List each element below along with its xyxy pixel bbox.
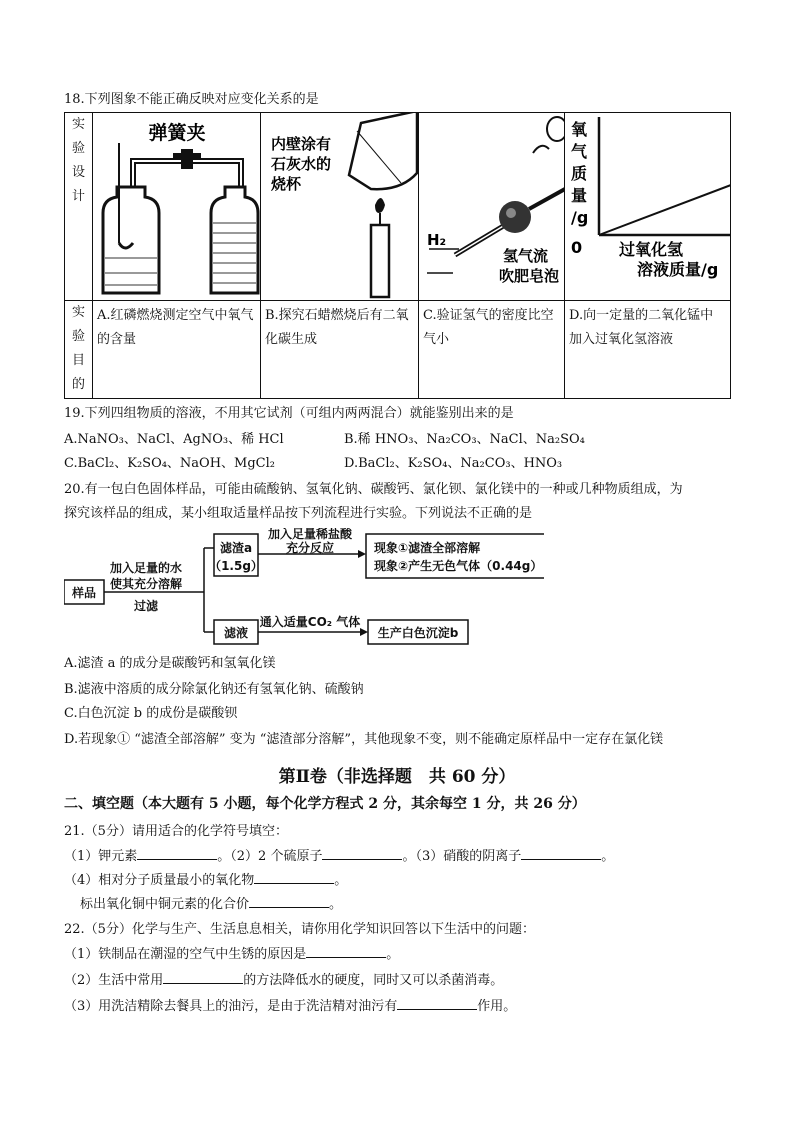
image-d-oxygen-graph bbox=[565, 113, 731, 301]
label-hydrogen-1: 氢气流 bbox=[503, 247, 549, 265]
q21-end: 。 bbox=[601, 849, 615, 864]
purpose-b: B.探究石蜡燃烧后有二氧化碳生成 bbox=[261, 301, 419, 399]
label-beaker-3: 烧杯 bbox=[271, 175, 302, 193]
q22-p2a: （2）生活中常用 bbox=[64, 973, 164, 988]
q20-option-a: A.滤渣 a 的成分是碳酸钙和氢氧化镁 bbox=[64, 656, 276, 671]
answer-blank[interactable] bbox=[322, 846, 402, 860]
q19-option-c: C.BaCl₂、K₂SO₄、NaOH、MgCl₂ bbox=[64, 456, 276, 471]
label-h2: H₂ bbox=[427, 231, 447, 249]
section2-heading: 二、填空题（本大题有 5 小题，每个化学方程式 2 分，其余每空 1 分，共 26 分） bbox=[64, 796, 586, 812]
label-y-1: 氧 bbox=[571, 120, 588, 139]
q19-option-d: D.BaCl₂、K₂SO₄、Na₂CO₃、HNO₃ bbox=[344, 456, 563, 471]
label-x-1: 过氧化氢 bbox=[619, 240, 684, 259]
answer-blank[interactable] bbox=[249, 894, 329, 908]
q22-p3b: 作用。 bbox=[477, 999, 517, 1014]
q18-experiment-table bbox=[64, 112, 731, 399]
flow-co2: 通入适量CO₂ 气体 bbox=[259, 615, 361, 629]
q19-option-a: A.NaNO₃、NaCl、AgNO₃、稀 HCl bbox=[64, 432, 284, 447]
q19-stem: 19.下列四组物质的溶液，不用其它试剂（可组内两两混合）就能鉴别出来的是 bbox=[64, 406, 514, 421]
answer-blank[interactable] bbox=[137, 846, 217, 860]
row-header-design: 实 验 设 计 bbox=[65, 113, 93, 301]
q19-options-row1 bbox=[64, 430, 744, 450]
q21-p1b: 。（2）2 个硫原子 bbox=[217, 849, 323, 864]
q20-stem-line1: 20.有一包白色固体样品，可能由硫酸钠、氢氧化钠、碳酸钙、氯化钡、氯化镁中的一种或几种物质组成，为 bbox=[64, 482, 683, 497]
answer-blank[interactable] bbox=[163, 970, 243, 984]
q21-stem: 21.（5分）请用适合的化学符号填空： bbox=[64, 824, 288, 839]
image-c-hydrogen-bubble bbox=[419, 113, 565, 301]
label-beaker-2: 石灰水的 bbox=[271, 155, 332, 173]
label-zero: 0 bbox=[571, 238, 583, 257]
flow-residue: 滤渣a bbox=[219, 541, 253, 555]
label-y-4: 量 bbox=[571, 186, 588, 205]
q22-row2 bbox=[64, 970, 503, 991]
q22-row1: （1）铁制品在潮湿的空气中生锈的原因是 。 bbox=[64, 944, 399, 965]
answer-blank[interactable] bbox=[306, 944, 386, 958]
purpose-d: D.向一定量的二氧化锰中加入过氧化氢溶液 bbox=[565, 301, 731, 399]
image-b-candle-beaker bbox=[261, 113, 419, 301]
flow-filtrate: 滤液 bbox=[223, 626, 249, 640]
answer-blank[interactable] bbox=[254, 870, 334, 884]
section2-title: 第Ⅱ卷（非选择题 共 60 分） bbox=[278, 767, 516, 787]
flow-phenomenon2: 现象②产生无色气体（0.44g） bbox=[374, 559, 543, 573]
row-header-purpose: 实 验 目 的 bbox=[65, 301, 93, 399]
purpose-a: A.红磷燃烧测定空气中氧气的含量 bbox=[93, 301, 261, 399]
label-clamp: 弹簧夹 bbox=[148, 122, 206, 144]
q21-p4: （4）相对分子质量最小的氧化物 bbox=[64, 873, 255, 888]
label-y-2: 气 bbox=[571, 142, 588, 161]
label-beaker-1: 内壁涂有 bbox=[271, 135, 332, 153]
q22-p1: （1）铁制品在潮湿的空气中生锈的原因是 bbox=[64, 947, 307, 962]
flow-step1-bot: 过滤 bbox=[133, 599, 159, 613]
q20-flowchart bbox=[64, 528, 544, 652]
flow-sample: 样品 bbox=[71, 586, 97, 600]
flow-phenomenon1: 现象①滤渣全部溶解 bbox=[374, 541, 481, 555]
q21-row1 bbox=[64, 846, 614, 867]
q21-row3: 标出氧化铜中铜元素的化合价 。 bbox=[80, 894, 342, 915]
q21-p1a: （1）钾元素 bbox=[64, 849, 138, 864]
flow-precipitate: 生产白色沉淀b bbox=[377, 626, 459, 640]
q21-p5: 标出氧化铜中铜元素的化合价 bbox=[80, 897, 250, 912]
label-hydrogen-2: 吹肥皂泡 bbox=[499, 267, 560, 285]
q22-stem: 22.（5分）化学与生产、生活息息相关，请你用化学知识回答以下生活中的问题： bbox=[64, 922, 535, 937]
answer-blank[interactable] bbox=[521, 846, 601, 860]
flow-step1-top: 加入足量的水 bbox=[109, 561, 183, 575]
q21-p1c: 。（3）硝酸的阴离子 bbox=[402, 849, 522, 864]
q20-option-c: C.白色沉淀 b 的成份是碳酸钡 bbox=[64, 706, 238, 721]
label-x-2: 溶液质量/g bbox=[637, 260, 719, 279]
flow-residue-mass: （1.5g） bbox=[209, 559, 263, 573]
q22-p3a: （3）用洗洁精除去餐具上的油污，是由于洗洁精对油污有 bbox=[64, 999, 398, 1014]
label-y-5: /g bbox=[571, 208, 589, 227]
q22-row3 bbox=[64, 996, 516, 1017]
flow-acid-bot: 充分反应 bbox=[285, 541, 335, 555]
purpose-c: C.验证氢气的密度比空气小 bbox=[419, 301, 565, 399]
q18-stem: 18.下列图象不能正确反映对应变化关系的是 bbox=[64, 92, 319, 107]
flow-step1-mid: 使其充分溶解 bbox=[109, 577, 183, 591]
q20-option-d: D.若现象① “滤渣全部溶解” 变为 “滤渣部分溶解”，其他现象不变，则不能确定原样品中一定存在氯化镁 bbox=[64, 732, 664, 747]
q22-p2b: 的方法降低水的硬度，同时又可以杀菌消毒。 bbox=[243, 973, 504, 988]
q21-row2: （4）相对分子质量最小的氧化物 。 bbox=[64, 870, 347, 891]
image-a-phosphorus-apparatus bbox=[93, 113, 261, 301]
label-y-3: 质 bbox=[571, 164, 588, 183]
q20-option-b: B.滤液中溶质的成分除氯化钠还有氢氧化钠、硫酸钠 bbox=[64, 682, 364, 697]
q19-option-b: B.稀 HNO₃、Na₂CO₃、NaCl、Na₂SO₄ bbox=[344, 432, 585, 447]
answer-blank[interactable] bbox=[397, 996, 477, 1010]
q19-options-row2 bbox=[64, 454, 744, 474]
flow-acid-top: 加入足量稀盐酸 bbox=[267, 528, 353, 541]
q20-stem-line2: 探究该样品的组成，某小组取适量样品按下列流程进行实验。下列说法不正确的是 bbox=[64, 506, 533, 521]
